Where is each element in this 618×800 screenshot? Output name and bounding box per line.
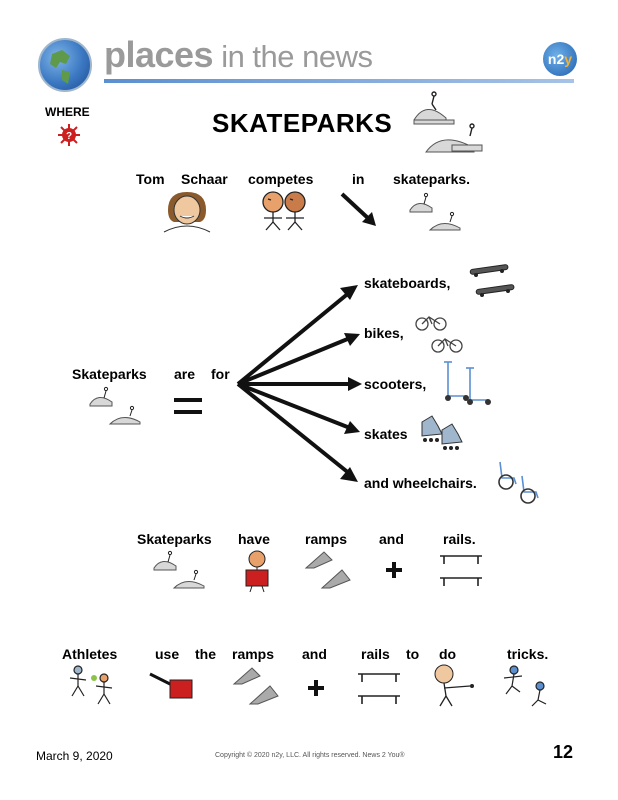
plus-icon	[386, 562, 402, 578]
n2y-logo: n2y	[543, 42, 577, 76]
word-and-2: and	[302, 646, 327, 662]
inline-skates-icon	[418, 412, 468, 456]
skatepark-small-icon-3	[152, 550, 206, 590]
use-icon	[148, 670, 196, 702]
item-wheelchairs: and wheelchairs.	[364, 475, 477, 491]
item-bikes: bikes,	[364, 325, 404, 341]
word-the: the	[195, 646, 216, 662]
word-for: for	[211, 366, 230, 382]
wheelchair-icon	[496, 458, 546, 504]
copyright-notice: Copyright © 2020 n2y, LLC. All rights reserved. News 2 You®	[215, 752, 405, 759]
word-in: in	[352, 171, 365, 187]
word-competes: competes	[248, 171, 314, 187]
word-skateparks-2: Skateparks	[72, 366, 147, 382]
bike-icon	[412, 310, 466, 354]
item-scooters: scooters,	[364, 376, 427, 392]
word-tom: Tom	[136, 171, 165, 187]
scooter-icon	[440, 358, 494, 406]
footer-date: March 9, 2020	[36, 749, 113, 763]
word-rails: rails.	[443, 531, 476, 547]
rails-icon-2	[356, 670, 402, 706]
item-skateboards: skateboards,	[364, 275, 451, 291]
word-do: do	[439, 646, 457, 662]
ramp-icon	[304, 548, 354, 590]
page-title: SKATEPARKS	[212, 108, 393, 138]
word-skateparks-3: Skateparks	[137, 531, 212, 547]
word-schaar: Schaar	[181, 171, 228, 187]
brand-title: places in the news	[104, 34, 373, 75]
skateboard-icon	[464, 263, 518, 301]
plus-icon-2	[308, 680, 324, 696]
have-icon	[240, 550, 274, 592]
page-number: 12	[553, 742, 574, 762]
tricks-icon	[500, 664, 554, 708]
word-are: are	[174, 366, 196, 382]
word-to: to	[406, 646, 420, 662]
do-icon	[432, 664, 476, 708]
ramp-icon-2	[232, 664, 282, 706]
word-have: have	[238, 531, 270, 547]
where-label: WHERE	[45, 105, 90, 119]
rails-icon	[438, 552, 484, 588]
svg-text:?: ?	[65, 131, 73, 142]
word-ramps: ramps	[305, 531, 348, 547]
word-rails-2: rails	[361, 646, 390, 662]
word-skateparks: skateparks.	[393, 171, 471, 187]
athletes-icon	[66, 664, 120, 706]
word-use: use	[155, 646, 180, 662]
item-skates: skates	[364, 426, 408, 442]
word-and: and	[379, 531, 404, 547]
word-ramps-2: ramps	[232, 646, 275, 662]
word-tricks: tricks.	[507, 646, 549, 662]
word-athletes: Athletes	[62, 646, 118, 662]
